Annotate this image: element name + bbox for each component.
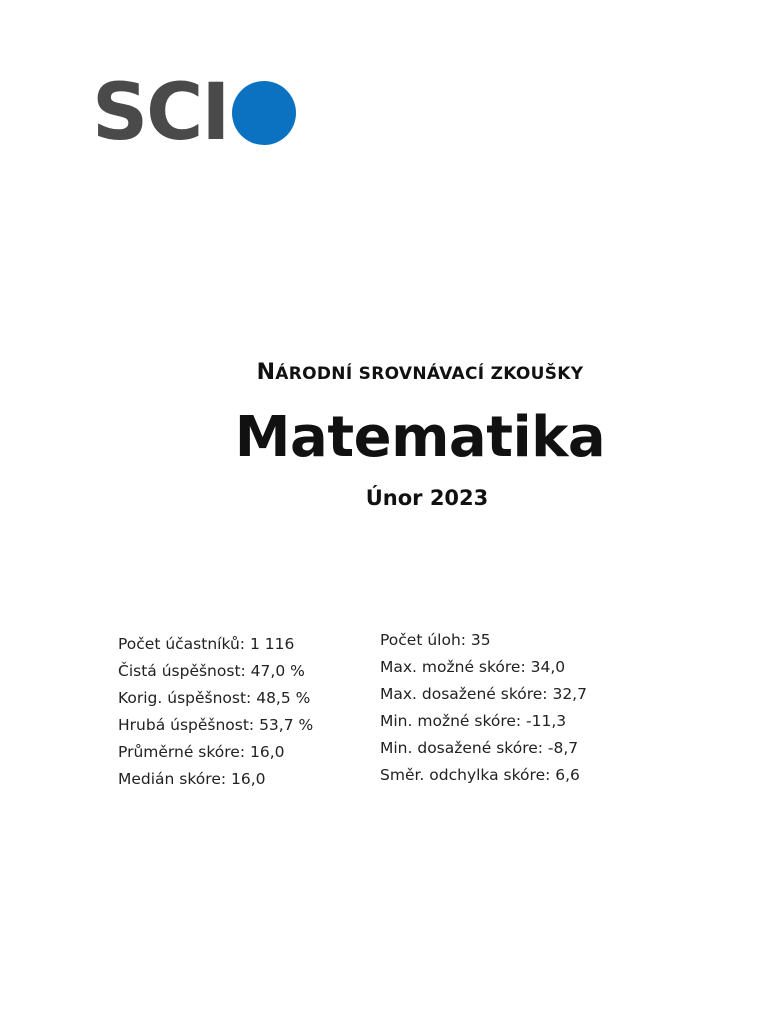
stat-corrected-success: Korig. úspěšnost: 48,5 % bbox=[118, 689, 311, 707]
stats-right-column bbox=[380, 627, 587, 789]
stat-net-success: Čistá úspěšnost: 47,0 % bbox=[118, 662, 305, 680]
logo-dot-icon bbox=[232, 81, 296, 145]
stat-gross-success: Hrubá úspěšnost: 53,7 % bbox=[118, 716, 314, 734]
page-subtitle: Únor 2023 bbox=[365, 486, 489, 510]
stat-task-count: Počet úloh: 35 bbox=[380, 631, 491, 649]
stat-participants: Počet účastníků: 1 116 bbox=[118, 635, 295, 653]
stat-max-possible: Max. možné skóre: 34,0 bbox=[380, 658, 566, 676]
page-title: Matematika bbox=[234, 405, 606, 470]
stat-std-deviation: Směr. odchylka skóre: 6,6 bbox=[380, 766, 580, 784]
stat-median-score: Medián skóre: 16,0 bbox=[118, 770, 266, 788]
scio-logo bbox=[92, 68, 296, 158]
series-title bbox=[0, 360, 768, 385]
stat-min-achieved: Min. dosažené skóre: -8,7 bbox=[380, 739, 579, 757]
stat-max-achieved: Max. dosažené skóre: 32,7 bbox=[380, 685, 587, 703]
logo-text: SCI bbox=[92, 68, 229, 158]
stat-min-possible: Min. možné skóre: -11,3 bbox=[380, 712, 567, 730]
series-title-initial: N bbox=[256, 360, 276, 385]
stat-average-score: Průměrné skóre: 16,0 bbox=[118, 743, 285, 761]
stats-left-column bbox=[118, 631, 313, 793]
series-title-rest: ÁRODNÍ SROVNÁVACÍ ZKOUŠKY bbox=[275, 364, 584, 384]
